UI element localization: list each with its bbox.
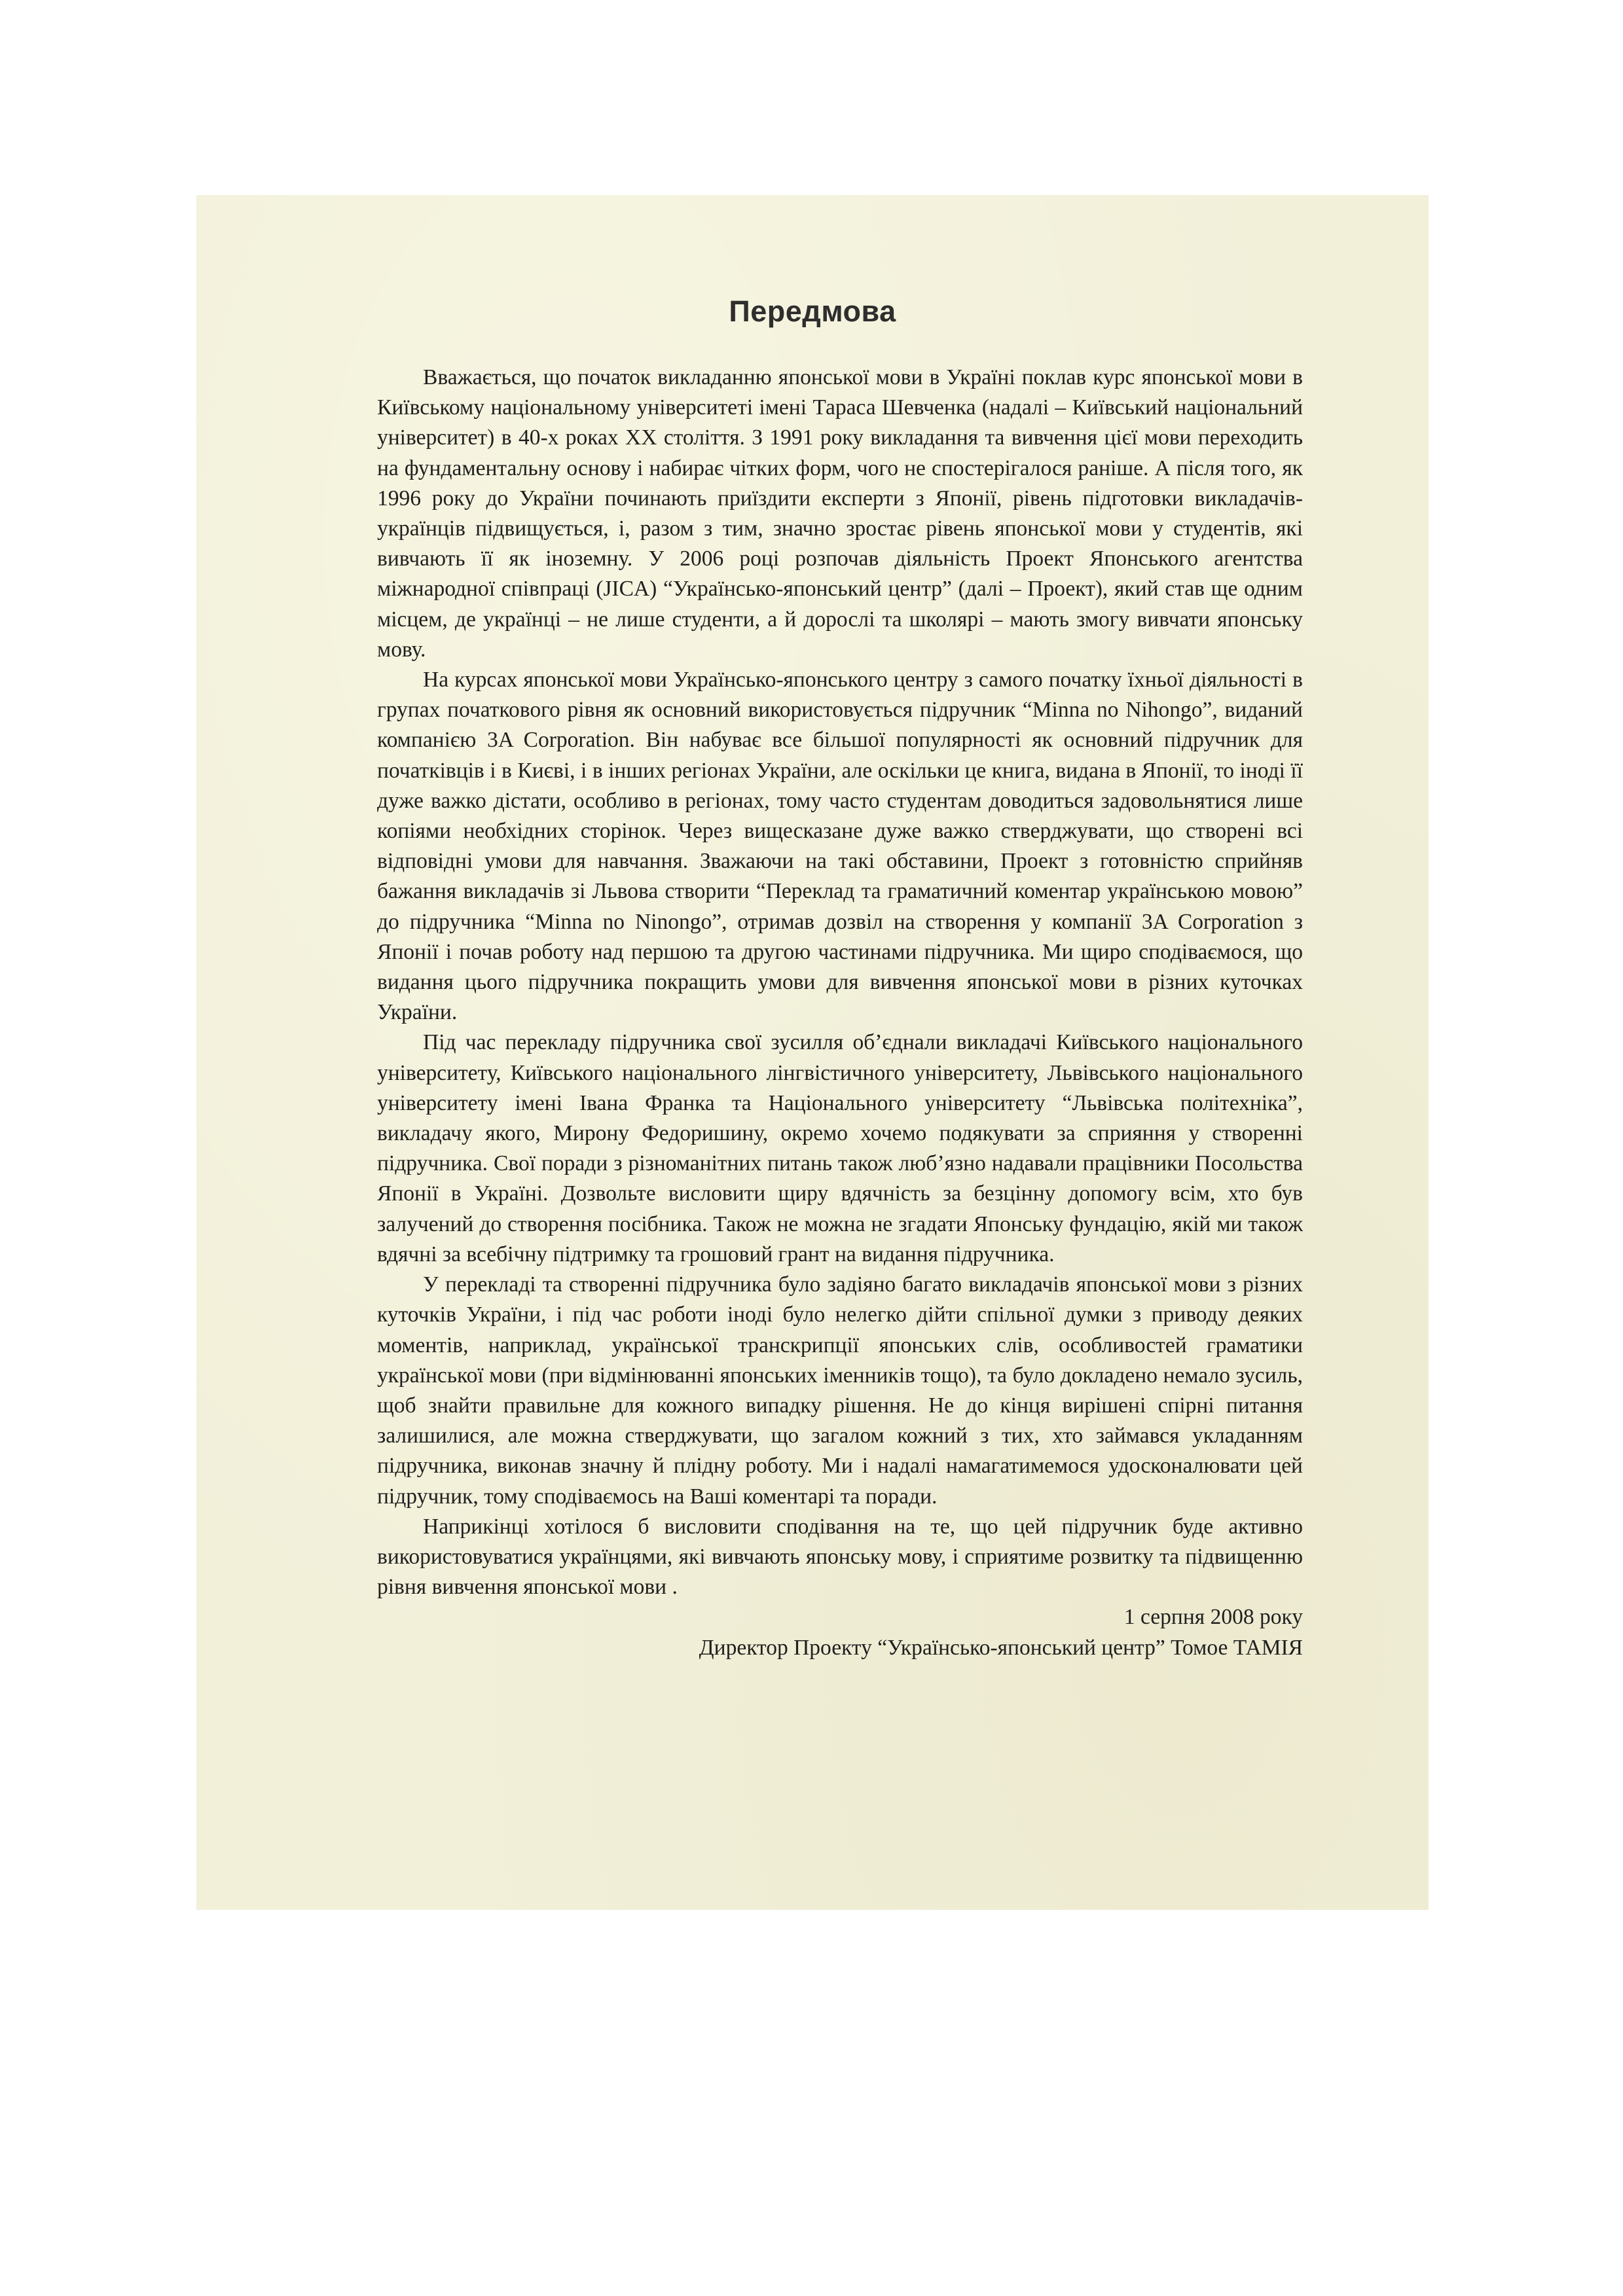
paragraph-5: Наприкінці хотілося б висловити сподівання на те, що цей підручник буде активно використовуватися українцями, які вивчають японську мову, і сприятиме розвитку та підвищенню рівня вивчення японської мови . xyxy=(377,1514,1303,1600)
page-title: Передмова xyxy=(729,295,896,328)
scanned-page xyxy=(196,195,1429,1910)
paragraph-2: На курсах японської мови Українсько-японського центру з самого початку їхньої діяльності в групах початкового рівня як основний використовується підручник “Minna no Nihongo”, виданий компанією 3A Corporation. Він набуває все більшої популярності як основний підручник для початківців і в Києві, і в інших регіонах України, але оскільки це книга, видана в Японії, то іноді її дуже важко дістати, особливо в регіонах, тому часто студентам доводиться задовольнятися лише копіями необхідних сторінок. Через вищесказане дуже важко стверджувати, що створені всі відповідні умови для навчання. Зважаючи на такі обставини, Проект з готовністю сприйняв бажання викладачів зі Львова створити “Переклад та граматичний коментар українською мовою” до підручника “Minna no Ninongo”, отримав дозвіл на створення у компанії 3A Corporation з Японії і почав роботу над першою та другою частинами підручника. Ми щиро сподіваємося, що видання цього підручника покращить умови для вивчення японської мови в різних куточках України. xyxy=(377,668,1303,1025)
signature-line: Директор Проекту “Українсько-японський центр” Томое ТАМІЯ xyxy=(699,1635,1303,1660)
paragraph-1: Вважається, що початок викладанню японської мови в Україні поклав курс японської мови в Київському національному університеті імені Тараса Шевченка (надалі – Київський національний університет) в 40-х роках ХХ століття. З 1991 року викладання та вивчення цієї мови переходить на фундаментальну основу і набирає чітких форм, чого не спостерігалося раніше. А після того, як 1996 року до України починають приїздити експерти з Японії, рівень підготовки викладачів-українців підвищується, і, разом з тим, значно зростає рівень японської мови у студентів, які вивчають її як іноземну. У 2006 році розпочав діяльність Проект Японського агентства міжнародної співпраці (JICA) “Українсько-японський центр” (далі – Проект), який став ще одним місцем, де українці – не лише студенти, а й дорослі та школярі – мають змогу вивчати японську мову. xyxy=(377,365,1303,662)
paragraph-4: У перекладі та створенні підручника було задіяно багато викладачів японської мови з різних куточків України, і під час роботи іноді було нелегко дійти спільної думки з приводу деяких моментів, наприклад, української транскрипції японських слів, особливостей граматики української мови (при відмінюванні японських іменників тощо), та було докладено немало зусиль, щоб знайти правильне для кожного випадку рішення. Не до кінця вирішені спірні питання залишилися, але можна стверджувати, що загалом кожний з тих, хто займався укладанням підручника, виконав значну й плідну роботу. Ми і надалі намагатимемося удосконалювати цей підручник, тому сподіваємось на Ваші коментарі та поради. xyxy=(377,1272,1303,1509)
document-date: 1 серпня 2008 року xyxy=(1123,1605,1303,1630)
paragraph-3: Під час перекладу підручника свої зусилля об’єднали викладачі Київського національного університету, Київського національного лінгвістичного університету, Львівського національного університету імені Івана Франка та Національного університету “Львівська політехніка”, викладачу якого, Мирону Федоришину, окремо хочемо подякувати за сприяння у створенні підручника. Свої поради з різноманітних питань також люб’язно надавали працівники Посольства Японії в Україні. Дозвольте висловити щиру вдячність за безцінну допомогу всім, хто був залучений до створення посібника. Також не можна не згадати Японську фундацію, якій ми також вдячні за всебічну підтримку та грошовий грант на видання підручника. xyxy=(377,1030,1303,1266)
preface-body xyxy=(377,363,1303,1663)
